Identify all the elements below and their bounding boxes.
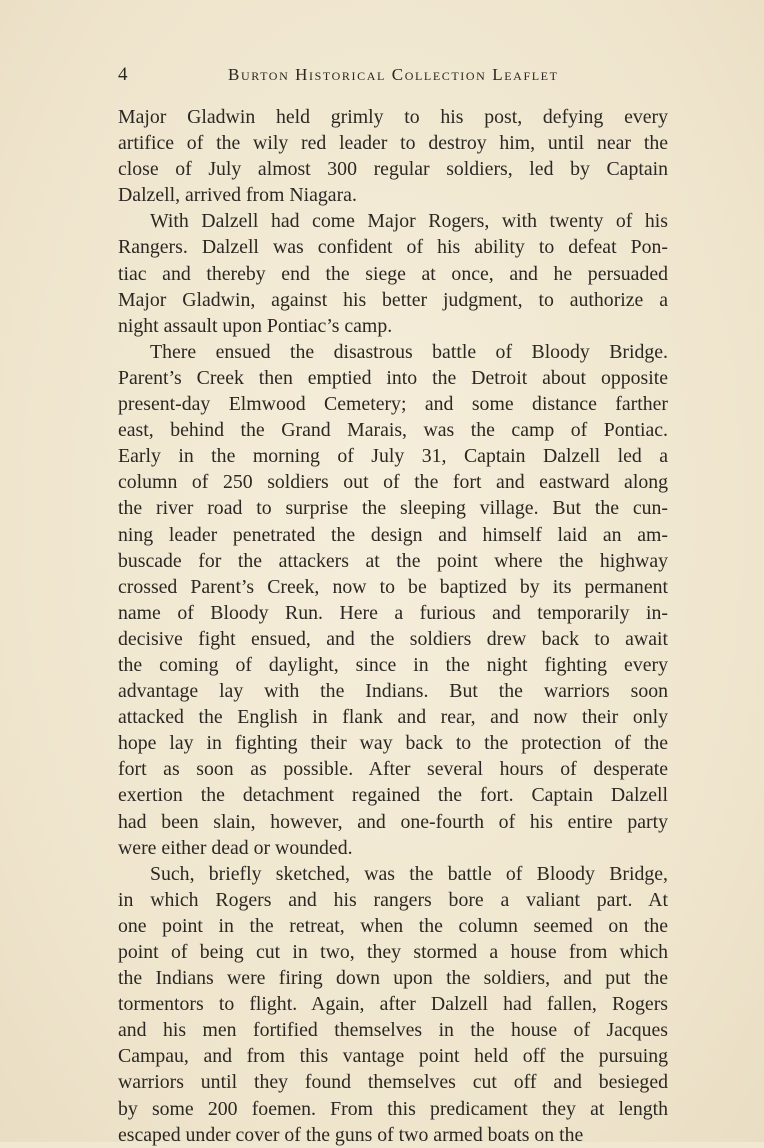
text-line: Dalzell, arrived from Niagara.: [118, 184, 357, 207]
text-line: Major Gladwin held grimly to his post, defying every: [118, 106, 668, 128]
body-text: [118, 104, 668, 1148]
text-line: night assault upon Pontiac’s camp.: [118, 314, 393, 337]
text-line: exertion the detachment regained the fort. Captain Dalzell: [118, 784, 668, 807]
page-number: 4: [118, 64, 128, 85]
text-line: column of 250 soldiers out of the fort and eastward along: [118, 471, 668, 494]
text-line: advantage lay with the Indians. But the warriors soon: [118, 680, 668, 703]
text-line: decisive fight ensued, and the soldiers drew back to await: [118, 627, 668, 650]
text-line: and his men fortified themselves in the house of Jacques: [118, 1019, 668, 1042]
text-line: point of being cut in two, they stormed a house from which: [118, 941, 668, 963]
page-header: [118, 64, 668, 92]
text-line: Rangers. Dalzell was confident of his ability to defeat Pon-: [118, 236, 668, 259]
paragraph: [118, 861, 668, 1148]
paragraph: [118, 208, 668, 338]
text-line: by some 200 foemen. From this predicament they at length: [118, 1097, 668, 1120]
text-line: Parent’s Creek then emptied into the Detroit about opposite: [118, 366, 668, 389]
text-line: the Indians were firing down upon the soldiers, and put the: [118, 967, 668, 990]
text-line: were either dead or wounded.: [118, 836, 353, 859]
text-line: warriors until they found themselves cut off and besieged: [118, 1071, 668, 1094]
text-line: buscade for the attackers at the point where the highway: [118, 549, 668, 572]
text-line: With Dalzell had come Major Rogers, with twenty of his: [150, 210, 668, 233]
text-line: Early in the morning of July 31, Captain Dalzell led a: [118, 445, 668, 468]
paragraph: [118, 339, 668, 861]
text-line: had been slain, however, and one-fourth of his entire party: [118, 810, 668, 833]
text-line: in which Rogers and his rangers bore a valiant part. At: [118, 888, 668, 911]
text-line: tormentors to flight. Again, after Dalzell had fallen, Rogers: [118, 993, 668, 1016]
text-line: There ensued the disastrous battle of Bloody Bridge.: [150, 340, 668, 363]
text-line: tiac and thereby end the siege at once, and he persuaded: [118, 262, 668, 285]
text-line: close of July almost 300 regular soldiers, led by Captain: [118, 158, 668, 181]
text-line: ning leader penetrated the design and himself laid an am-: [118, 523, 668, 546]
text-line: east, behind the Grand Marais, was the camp of Pontiac.: [118, 419, 668, 442]
text-line: Campau, and from this vantage point held off the pursuing: [118, 1045, 668, 1068]
text-line: fort as soon as possible. After several hours of desperate: [118, 758, 668, 781]
text-line: one point in the retreat, when the column seemed on the: [118, 914, 668, 937]
text-line: attacked the English in flank and rear, and now their only: [118, 706, 668, 729]
text-line: the river road to surprise the sleeping village. But the cun-: [118, 497, 668, 520]
text-line: name of Bloody Run. Here a furious and temporarily in-: [118, 601, 668, 624]
text-line: escaped under cover of the guns of two armed boats on the: [118, 1123, 584, 1146]
text-line: the coming of daylight, since in the night fighting every: [118, 653, 668, 676]
paragraph: [118, 104, 668, 208]
text-line: hope lay in fighting their way back to the protection of the: [118, 732, 668, 755]
text-line: Such, briefly sketched, was the battle of Bloody Bridge,: [150, 862, 668, 885]
text-line: crossed Parent’s Creek, now to be baptized by its permanent: [118, 575, 668, 598]
text-line: present-day Elmwood Cemetery; and some distance farther: [118, 393, 668, 416]
text-line: Major Gladwin, against his better judgment, to authorize a: [118, 288, 668, 311]
text-line: artifice of the wily red leader to destroy him, until near the: [118, 132, 668, 155]
running-head: Burton Historical Collection Leaflet: [228, 65, 559, 84]
